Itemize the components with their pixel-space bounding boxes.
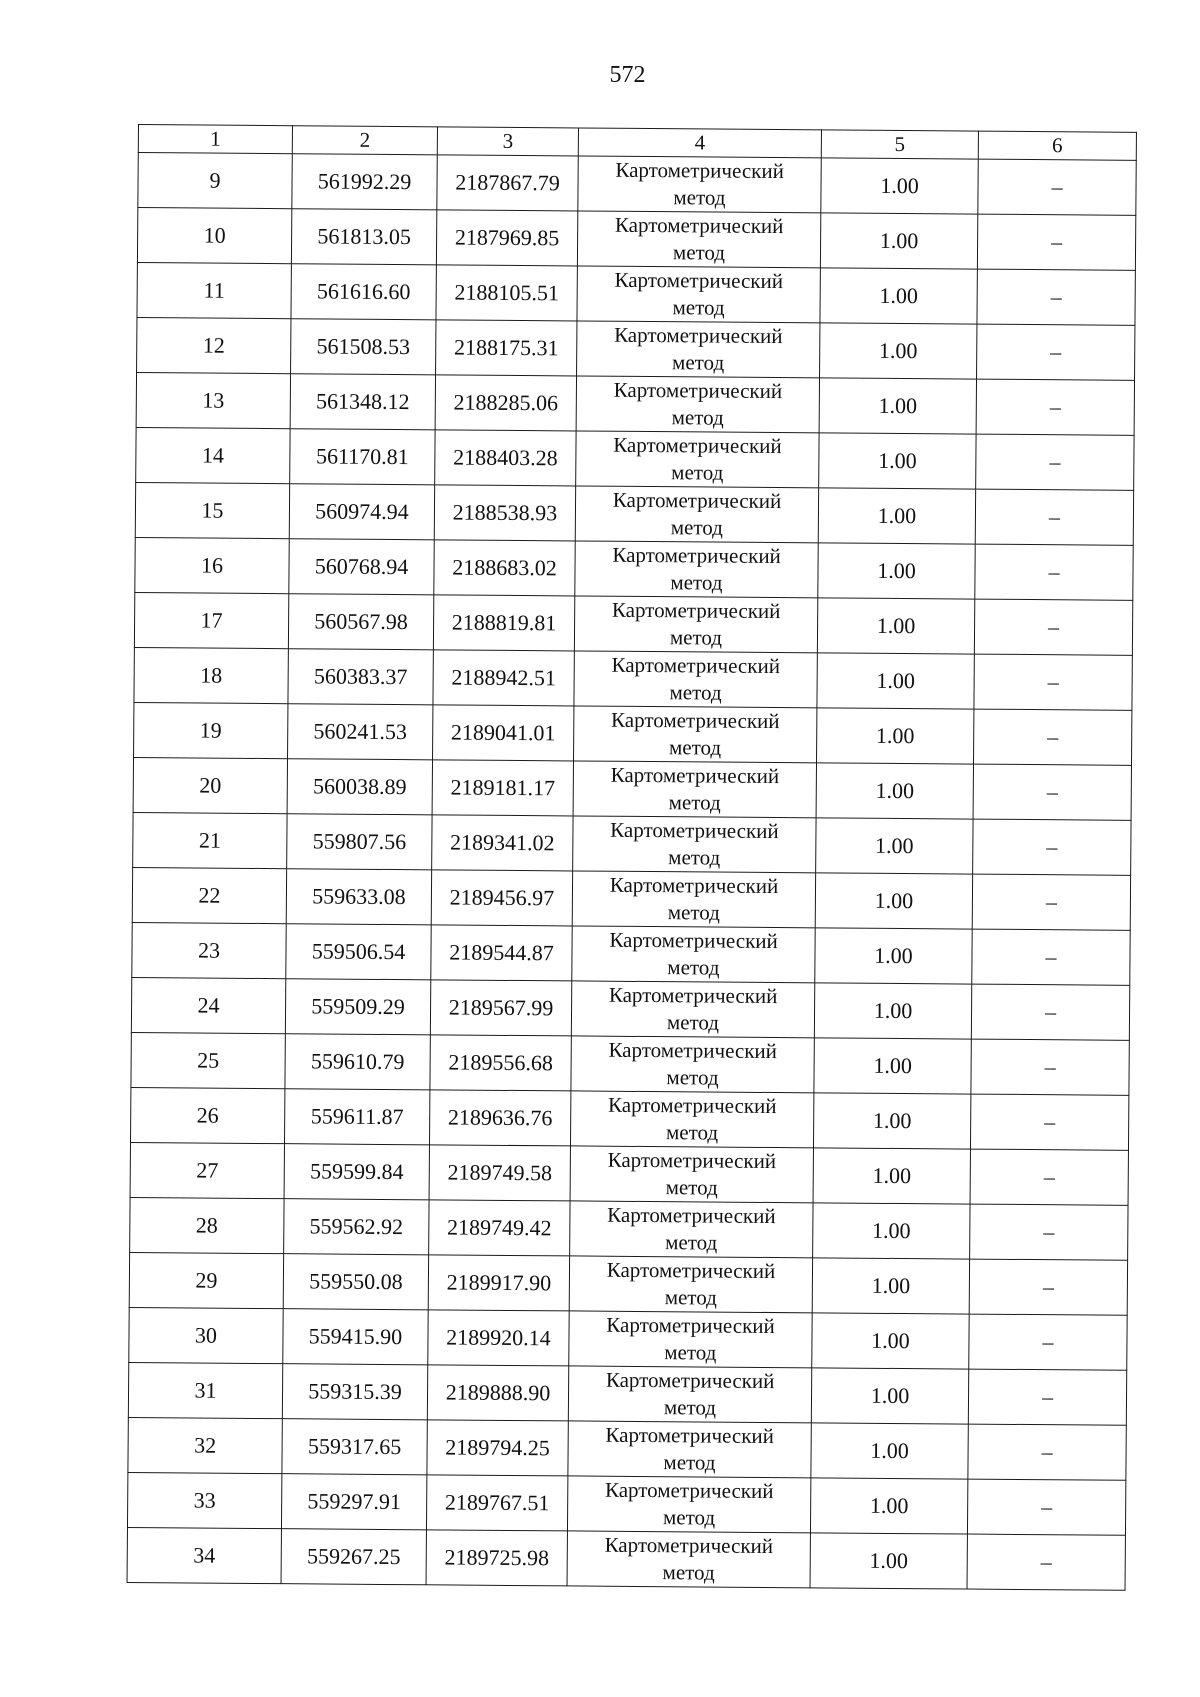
table-row <box>137 262 1135 325</box>
accuracy-cell: 1.00 <box>811 1423 968 1479</box>
accuracy-cell: 1.00 <box>811 1368 968 1424</box>
x-coordinate-cell: 561616.60 <box>291 264 436 320</box>
y-coordinate-cell: 2187867.79 <box>437 155 578 211</box>
column-header: 2 <box>292 126 437 155</box>
method-line-2: метод <box>664 1340 717 1365</box>
x-coordinate-cell: 561813.05 <box>291 209 436 265</box>
method-cell <box>576 431 819 488</box>
point-number-cell: 10 <box>137 208 291 264</box>
y-coordinate-cell: 2188175.31 <box>436 320 577 376</box>
method-line-1: Картометрический <box>610 817 779 844</box>
table-row <box>136 427 1134 490</box>
point-number-cell: 17 <box>134 592 288 648</box>
method-cell <box>578 156 821 213</box>
point-number-cell: 24 <box>131 977 285 1033</box>
method-line-1: Картометрический <box>611 652 781 679</box>
table-row <box>134 592 1132 655</box>
table-row <box>132 867 1130 930</box>
method-line-2: метод <box>667 900 720 925</box>
method-line-2: метод <box>672 350 725 375</box>
method-line-2: метод <box>663 1395 717 1420</box>
method-cell <box>568 1421 811 1478</box>
y-coordinate-cell: 2189556.68 <box>430 1035 571 1091</box>
note-cell: – <box>968 1369 1126 1425</box>
note-cell: – <box>971 984 1129 1040</box>
table-row <box>131 1032 1129 1095</box>
coordinates-table <box>127 124 1137 1591</box>
accuracy-cell: 1.00 <box>814 983 971 1039</box>
y-coordinate-cell: 2189544.87 <box>431 925 572 981</box>
table-row <box>128 1362 1126 1425</box>
method-cell <box>577 211 820 268</box>
note-cell: – <box>974 599 1132 655</box>
accuracy-cell: 1.00 <box>813 1203 970 1259</box>
table-row <box>134 647 1132 710</box>
note-cell: – <box>967 1479 1125 1535</box>
method-line-1: Картометрический <box>607 1202 776 1229</box>
x-coordinate-cell: 559562.92 <box>284 1199 429 1255</box>
method-line-2: метод <box>665 1120 719 1145</box>
x-coordinate-cell: 560768.94 <box>289 539 434 595</box>
point-number-cell: 22 <box>132 867 286 923</box>
accuracy-cell: 1.00 <box>812 1313 969 1369</box>
point-number-cell: 27 <box>130 1142 284 1198</box>
table-row <box>131 977 1129 1040</box>
table-row <box>133 757 1131 820</box>
method-line-2: метод <box>664 1285 717 1310</box>
point-number-cell: 25 <box>131 1032 285 1088</box>
method-line-1: Картометрический <box>608 1037 778 1064</box>
method-line-2: метод <box>665 1175 718 1200</box>
method-line-2: метод <box>662 1505 716 1530</box>
method-cell <box>568 1366 811 1423</box>
method-cell <box>570 1201 813 1258</box>
point-number-cell: 23 <box>132 922 286 978</box>
method-line-1: Картометрический <box>611 707 780 734</box>
method-cell <box>570 1091 813 1148</box>
method-line-2: метод <box>673 185 726 210</box>
point-number-cell: 20 <box>133 757 287 813</box>
x-coordinate-cell: 560383.37 <box>288 649 433 705</box>
y-coordinate-cell: 2189636.76 <box>429 1090 570 1146</box>
method-cell <box>575 486 818 543</box>
note-cell: – <box>976 379 1134 435</box>
accuracy-cell: 1.00 <box>813 1093 970 1149</box>
note-cell: – <box>978 159 1136 215</box>
point-number-cell: 33 <box>127 1472 281 1528</box>
table-row <box>127 1527 1125 1590</box>
point-number-cell: 19 <box>134 702 288 758</box>
method-line-2: метод <box>668 735 722 760</box>
method-line-1: Картометрический <box>614 322 783 349</box>
method-line-2: метод <box>672 295 725 320</box>
method-cell <box>574 651 817 708</box>
column-header: 1 <box>138 125 292 154</box>
note-cell: – <box>975 489 1133 545</box>
point-number-cell: 28 <box>130 1197 284 1253</box>
x-coordinate-cell: 560567.98 <box>288 594 433 650</box>
point-number-cell: 21 <box>133 812 287 868</box>
note-cell: – <box>968 1424 1126 1480</box>
method-line-2: метод <box>671 460 724 485</box>
x-coordinate-cell: 559317.65 <box>282 1419 427 1475</box>
accuracy-cell: 1.00 <box>820 213 977 269</box>
method-cell <box>571 1036 814 1093</box>
method-line-1: Картометрический <box>605 1367 775 1394</box>
point-number-cell: 13 <box>136 372 290 428</box>
y-coordinate-cell: 2189917.90 <box>428 1255 569 1311</box>
y-coordinate-cell: 2187969.85 <box>436 210 577 266</box>
accuracy-cell: 1.00 <box>813 1148 970 1204</box>
method-line-1: Картометрический <box>614 212 784 239</box>
accuracy-cell: 1.00 <box>818 488 975 544</box>
y-coordinate-cell: 2189749.42 <box>429 1200 570 1256</box>
x-coordinate-cell: 559611.87 <box>284 1089 429 1145</box>
point-number-cell: 16 <box>135 537 289 593</box>
method-line-1: Картометрический <box>604 1477 774 1504</box>
x-coordinate-cell: 559506.54 <box>286 924 431 980</box>
y-coordinate-cell: 2189888.90 <box>427 1365 568 1421</box>
y-coordinate-cell: 2188819.81 <box>433 595 574 651</box>
method-line-1: Картометрический <box>608 982 778 1009</box>
accuracy-cell: 1.00 <box>814 1038 971 1094</box>
point-number-cell: 9 <box>138 153 292 209</box>
method-line-1: Картометрический <box>612 487 782 514</box>
method-cell <box>576 376 819 433</box>
method-cell <box>577 321 820 378</box>
method-line-2: метод <box>667 955 720 980</box>
method-cell <box>574 596 817 653</box>
method-line-1: Картометрический <box>607 1092 777 1119</box>
method-line-2: метод <box>671 405 724 430</box>
y-coordinate-cell: 2189920.14 <box>428 1310 569 1366</box>
method-line-2: метод <box>670 570 723 595</box>
note-cell: – <box>967 1534 1125 1590</box>
x-coordinate-cell: 561992.29 <box>292 154 437 210</box>
y-coordinate-cell: 2189181.17 <box>432 760 573 816</box>
column-header: 5 <box>821 130 978 159</box>
y-coordinate-cell: 2189341.02 <box>432 815 573 871</box>
table-row <box>132 922 1130 985</box>
x-coordinate-cell: 559610.79 <box>285 1034 430 1090</box>
note-cell: – <box>971 1039 1129 1095</box>
accuracy-cell: 1.00 <box>816 763 973 819</box>
method-line-2: метод <box>663 1450 716 1475</box>
accuracy-cell: 1.00 <box>817 708 974 764</box>
method-line-1: Картометрический <box>609 872 779 899</box>
note-cell: – <box>976 434 1134 490</box>
note-cell: – <box>977 324 1135 380</box>
page-number: 572 <box>609 62 646 88</box>
method-cell <box>575 541 818 598</box>
point-number-cell: 18 <box>134 647 288 703</box>
x-coordinate-cell: 559509.29 <box>285 979 430 1035</box>
y-coordinate-cell: 2188683.02 <box>434 540 575 596</box>
method-cell <box>572 926 815 983</box>
accuracy-cell: 1.00 <box>818 543 975 599</box>
note-cell: – <box>969 1314 1127 1370</box>
accuracy-cell: 1.00 <box>812 1258 969 1314</box>
x-coordinate-cell: 559297.91 <box>281 1474 426 1530</box>
accuracy-cell: 1.00 <box>817 598 974 654</box>
method-line-2: метод <box>662 1560 715 1585</box>
method-line-1: Картометрический <box>614 267 784 294</box>
point-number-cell: 34 <box>127 1527 281 1583</box>
x-coordinate-cell: 561170.81 <box>290 429 435 485</box>
method-line-1: Картометрический <box>611 597 781 624</box>
point-number-cell: 26 <box>131 1087 285 1143</box>
x-coordinate-cell: 560241.53 <box>288 704 433 760</box>
note-cell: – <box>975 544 1133 600</box>
point-number-cell: 29 <box>129 1252 283 1308</box>
y-coordinate-cell: 2189725.98 <box>426 1530 567 1586</box>
note-cell: – <box>973 764 1131 820</box>
y-coordinate-cell: 2189794.25 <box>427 1420 568 1476</box>
method-cell <box>569 1256 812 1313</box>
table-row <box>133 812 1131 875</box>
method-line-1: Картометрический <box>607 1147 777 1174</box>
accuracy-cell: 1.00 <box>810 1478 967 1534</box>
y-coordinate-cell: 2188105.51 <box>436 265 577 321</box>
method-cell <box>572 871 815 928</box>
method-line-2: метод <box>665 1230 718 1255</box>
method-line-2: метод <box>669 680 722 705</box>
accuracy-cell: 1.00 <box>815 873 972 929</box>
method-line-2: метод <box>670 515 723 540</box>
point-number-cell: 14 <box>136 427 290 483</box>
method-line-1: Картометрический <box>610 762 780 789</box>
method-line-1: Картометрический <box>613 432 782 459</box>
method-cell <box>573 761 816 818</box>
method-line-2: метод <box>668 790 721 815</box>
x-coordinate-cell: 559415.90 <box>283 1309 428 1365</box>
method-cell <box>571 981 814 1038</box>
method-line-1: Картометрический <box>615 157 784 184</box>
y-coordinate-cell: 2188403.28 <box>435 430 576 486</box>
point-number-cell: 12 <box>137 317 291 373</box>
table-row <box>128 1417 1126 1480</box>
accuracy-cell: 1.00 <box>821 158 978 214</box>
method-line-2: метод <box>668 845 721 870</box>
point-number-cell: 15 <box>135 482 289 538</box>
y-coordinate-cell: 2189749.58 <box>429 1145 570 1201</box>
method-line-1: Картометрический <box>609 927 778 954</box>
table-row <box>135 537 1133 600</box>
method-line-2: метод <box>666 1065 719 1090</box>
x-coordinate-cell: 559599.84 <box>284 1144 429 1200</box>
accuracy-cell: 1.00 <box>817 653 974 709</box>
column-header: 6 <box>978 131 1136 160</box>
method-cell <box>567 1476 810 1533</box>
y-coordinate-cell: 2189567.99 <box>430 980 571 1036</box>
note-cell: – <box>977 214 1135 270</box>
column-header: 4 <box>578 128 821 158</box>
y-coordinate-cell: 2188538.93 <box>434 485 575 541</box>
x-coordinate-cell: 561348.12 <box>290 374 435 430</box>
x-coordinate-cell: 560038.89 <box>287 759 432 815</box>
accuracy-cell: 1.00 <box>816 818 973 874</box>
table-row <box>129 1252 1127 1315</box>
x-coordinate-cell: 559315.39 <box>282 1364 427 1420</box>
table-row <box>137 317 1135 380</box>
table-row <box>138 153 1136 216</box>
note-cell: – <box>972 929 1130 985</box>
method-line-1: Картометрический <box>606 1257 776 1284</box>
y-coordinate-cell: 2189767.51 <box>426 1475 567 1531</box>
accuracy-cell: 1.00 <box>819 433 976 489</box>
note-cell: – <box>977 269 1135 325</box>
x-coordinate-cell: 559807.56 <box>287 814 432 870</box>
table-row <box>129 1307 1127 1370</box>
table-row <box>131 1087 1129 1150</box>
method-line-2: метод <box>669 625 723 650</box>
note-cell: – <box>972 874 1130 930</box>
method-cell <box>577 266 820 323</box>
method-cell <box>574 706 817 763</box>
accuracy-cell: 1.00 <box>810 1533 967 1589</box>
note-cell: – <box>973 709 1131 765</box>
table-row <box>130 1197 1128 1260</box>
accuracy-cell: 1.00 <box>820 323 977 379</box>
method-cell <box>567 1531 810 1588</box>
table-row <box>135 482 1133 545</box>
point-number-cell: 11 <box>137 262 291 318</box>
table-row <box>137 208 1135 271</box>
method-line-1: Картометрический <box>613 377 783 404</box>
y-coordinate-cell: 2188942.51 <box>433 650 574 706</box>
method-cell <box>569 1311 812 1368</box>
method-line-1: Картометрический <box>612 542 781 569</box>
note-cell: – <box>970 1204 1128 1260</box>
x-coordinate-cell: 560974.94 <box>289 484 434 540</box>
table-row <box>130 1142 1128 1205</box>
point-number-cell: 30 <box>129 1307 283 1363</box>
method-cell <box>570 1146 813 1203</box>
accuracy-cell: 1.00 <box>820 268 977 324</box>
x-coordinate-cell: 559550.08 <box>283 1254 428 1310</box>
table-row <box>127 1472 1125 1535</box>
point-number-cell: 31 <box>128 1362 282 1418</box>
table-row <box>136 372 1134 435</box>
note-cell: – <box>974 654 1132 710</box>
note-cell: – <box>969 1259 1127 1315</box>
note-cell: – <box>970 1149 1128 1205</box>
accuracy-cell: 1.00 <box>815 928 972 984</box>
y-coordinate-cell: 2188285.06 <box>435 375 576 431</box>
method-cell <box>573 816 816 873</box>
y-coordinate-cell: 2189456.97 <box>431 870 572 926</box>
x-coordinate-cell: 559267.25 <box>281 1529 426 1585</box>
method-line-2: метод <box>672 240 726 265</box>
x-coordinate-cell: 559633.08 <box>286 869 431 925</box>
column-header: 3 <box>437 127 578 156</box>
point-number-cell: 32 <box>128 1417 282 1473</box>
accuracy-cell: 1.00 <box>819 378 976 434</box>
x-coordinate-cell: 561508.53 <box>291 319 436 375</box>
method-line-1: Картометрический <box>604 1532 774 1559</box>
table-row <box>134 702 1132 765</box>
method-line-1: Картометрический <box>605 1422 775 1449</box>
method-line-1: Картометрический <box>606 1312 775 1339</box>
note-cell: – <box>973 819 1131 875</box>
y-coordinate-cell: 2189041.01 <box>433 705 574 761</box>
method-line-2: метод <box>666 1010 720 1035</box>
note-cell: – <box>970 1094 1128 1150</box>
